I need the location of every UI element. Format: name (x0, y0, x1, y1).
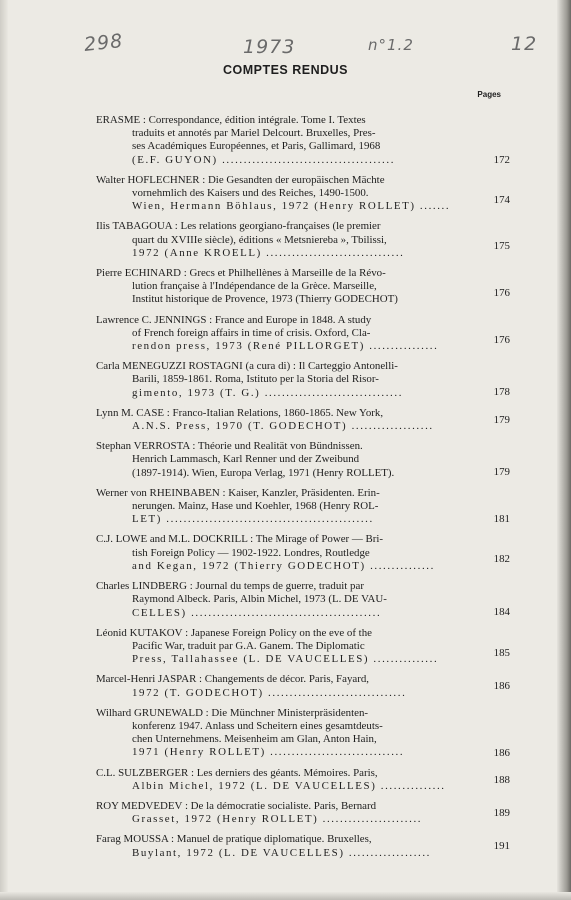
page-number: 172 (493, 154, 510, 166)
page-number: 186 (493, 680, 510, 693)
entry-line: ses Académiques Européennes, et Paris, Gallimard, 1968 (132, 140, 381, 153)
page-number: 186 (493, 746, 510, 759)
entry-line: 1972 (Anne KROELL) ................................ (132, 246, 405, 259)
page-number: 175 (493, 240, 510, 253)
list-item (96, 360, 510, 400)
entry-line: Werner von RHEINBABEN : Kaiser, Kanzler, Präsidenten. Erin- (96, 486, 380, 499)
page-title: COMPTES RENDUS (222, 63, 349, 77)
page-bottom-edge (0, 892, 571, 900)
page-number: 176 (493, 287, 510, 300)
list-item (96, 440, 510, 480)
entry-line: Charles LINDBERG : Journal du temps de guerre, traduit par (96, 580, 364, 593)
pages-column-label: Pages (477, 90, 501, 99)
page-number: 182 (493, 553, 510, 566)
list-item (96, 626, 510, 667)
entry-line: Institut historique de Provence, 1973 (Thierry GODECHOT) (132, 293, 398, 306)
entry-line: nerungen. Mainz, Hase und Koehler, 1968 (Henry ROL- (132, 500, 379, 513)
entry-line: tish Foreign Policy — 1902-1922. Londres, Routledge (132, 546, 370, 559)
entry-line: Pacific War, traduit par G.A. Ganem. The Diplomatic (132, 639, 365, 652)
entry-line: C.L. SULZBERGER : Les derniers des géants. Mémoires. Paris, (96, 766, 378, 779)
list-item (96, 406, 510, 433)
handwritten-page-number: 298 (82, 30, 125, 56)
entry-line: Raymond Albeck. Paris, Albin Michel, 1973 (L. DE VAU- (132, 593, 387, 606)
list-item (96, 220, 510, 260)
list-item (96, 799, 510, 826)
list-item (96, 533, 510, 573)
entry-line: Buylant, 1972 (L. DE VAUCELLES) ................... (132, 846, 432, 859)
entry-line: CELLES) ............................................ (132, 606, 382, 619)
page-number: 185 (493, 646, 510, 659)
entry-line: Carla MENEGUZZI ROSTAGNI (a cura di) : Il Carteggio Antonelli- (96, 360, 398, 373)
entry-line: 1971 (Henry ROLLET) ............................... (132, 746, 405, 759)
page-number: 178 (493, 386, 510, 399)
entry-line: A.N.S. Press, 1970 (T. GODECHOT) ................... (132, 420, 434, 433)
entry-line: Marcel-Henri JASPAR : Changements de décor. Paris, Fayard, (96, 673, 370, 686)
entry-line: Farag MOUSSA : Manuel de pratique diplomatique. Bruxelles, (96, 833, 372, 846)
list-item (96, 673, 510, 699)
list-item (96, 114, 510, 167)
page-number: 184 (493, 606, 510, 619)
page-number: 179 (493, 413, 510, 426)
entry-line: (E.F. GUYON) ........................................ (132, 153, 396, 166)
entry-line: lution française à l'Indépendance de la Grèce. Marseille, (132, 280, 377, 293)
entry-line: Henrich Lammasch, Karl Renner und der Zweibund (132, 453, 360, 466)
list-item (96, 766, 510, 793)
entry-line: Albin Michel, 1972 (L. DE VAUCELLES) ............... (132, 779, 446, 792)
entry-line: ROY MEDVEDEV : De la démocratie socialiste. Paris, Bernard (96, 799, 377, 812)
entry-line: Walter HOFLECHNER : Die Gesandten der europäischen Mächte (96, 173, 385, 186)
entry-line: konferenz 1947. Anlass und Scheitern eines gesamtdeuts- (132, 719, 383, 732)
entry-line: Pierre ECHINARD : Grecs et Philhellènes à Marseille de la Révo- (96, 267, 386, 280)
entry-line: C.J. LOWE and M.L. DOCKRILL : The Mirage of Power — Bri- (96, 533, 384, 546)
list-item (96, 833, 510, 859)
entry-line: chen Unternehmens. Meisenheim am Glan, Anton Hain, (132, 733, 377, 746)
page-number: 188 (493, 773, 510, 786)
entry-line: Lawrence C. JENNINGS : France and Europe in 1848. A study (96, 313, 372, 326)
entry-line: Press, Tallahassee (L. DE VAUCELLES) ............... (132, 653, 439, 666)
entry-line: quart du XVIIIe siècle), éditions « Metsniereba », Tbilissi, (132, 233, 387, 246)
page-left-edge (0, 0, 8, 900)
entry-line: Wilhard GRUNEWALD : Die Münchner Ministerpräsidenten- (96, 706, 369, 719)
entry-line: Léonid KUTAKOV : Japanese Foreign Policy on the eve of the (96, 626, 372, 639)
entry-line: traduits et annotés par Mariel Delcourt. Bruxelles, Pres- (132, 127, 376, 140)
entry-line: of French foreign affairs in time of crisis. Oxford, Cla- (132, 326, 371, 339)
list-item (96, 486, 510, 527)
entry-line: gimento, 1973 (T. G.) ................................ (132, 386, 404, 399)
page-number: 189 (493, 806, 510, 819)
entry-line: Lynn M. CASE : Franco-Italian Relations, 1860-1865. New York, (96, 406, 384, 419)
entry-line: Barili, 1859-1861. Roma, Istituto per la Storia del Risor- (132, 373, 379, 386)
page-number: 179 (493, 466, 510, 479)
list-item (96, 580, 510, 620)
handwritten-mark: 12 (511, 33, 538, 55)
handwritten-year: 1973 (243, 36, 296, 58)
entry-line: rendon press, 1973 (René PILLORGET) ................ (132, 340, 439, 353)
review-list (96, 114, 510, 867)
entry-line: Stephan VERROSTA : Théorie und Realität von Bündnissen. (96, 440, 363, 453)
entry-line: (1897-1914). Wien, Europa Verlag, 1971 (Henry ROLLET). (132, 466, 395, 479)
page-number: 181 (493, 512, 510, 525)
entry-line: Grasset, 1972 (Henry ROLLET) ....................... (132, 813, 423, 826)
entry-line: vornehmlich des Kaisers und des Reiches, 1490-1500. (132, 187, 369, 200)
page-right-edge (557, 0, 571, 900)
entry-line: 1972 (T. GODECHOT) ................................ (132, 686, 407, 699)
list-item (96, 173, 510, 214)
entry-line: ERASME : Correspondance, édition intégrale. Tome I. Textes (96, 114, 366, 126)
page-number: 174 (493, 193, 510, 206)
list-item (96, 706, 510, 760)
entry-line: and Kegan, 1972 (Thierry GODECHOT) ............... (132, 559, 435, 572)
entry-line: Wien, Hermann Böhlaus, 1972 (Henry ROLLET) ....... (132, 200, 451, 213)
list-item (96, 313, 510, 354)
page-number: 191 (493, 840, 510, 853)
page-number: 176 (493, 333, 510, 346)
handwritten-issue: n°1.2 (368, 36, 414, 54)
entry-line: Ilis TABAGOUA : Les relations georgiano-françaises (le premier (96, 220, 381, 233)
list-item (96, 267, 510, 307)
entry-line: LET) ................................................ (132, 513, 374, 526)
